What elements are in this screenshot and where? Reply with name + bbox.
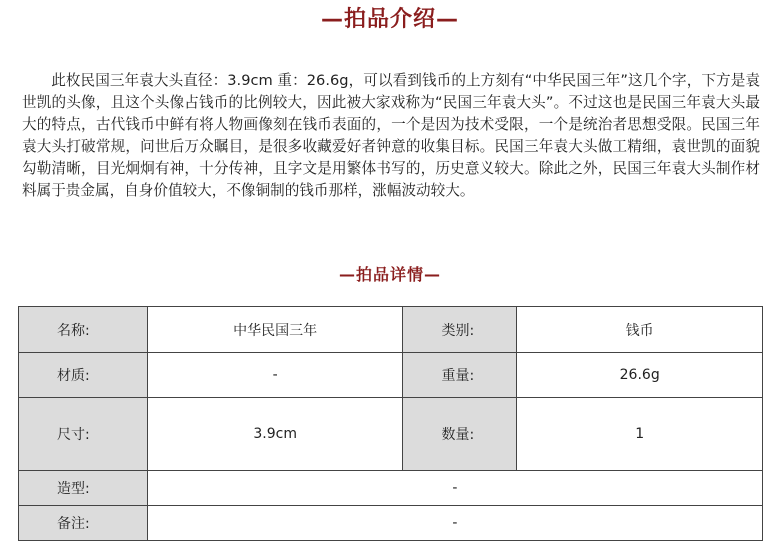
detail-section-title: —拍品详情—: [338, 265, 441, 284]
shape-value: -: [147, 471, 762, 506]
weight-value: 26.6g: [517, 353, 763, 398]
weight-label: 重量:: [403, 353, 517, 398]
table-row: [19, 506, 763, 541]
material-value: -: [147, 353, 403, 398]
table-row: [19, 353, 763, 398]
quantity-value: 1: [517, 398, 763, 471]
name-value: 中华民国三年: [147, 307, 403, 353]
remark-value: -: [147, 506, 762, 541]
shape-label: 造型:: [19, 471, 148, 506]
table-row: [19, 471, 763, 506]
detail-table: [18, 306, 763, 541]
category-label: 类别:: [403, 307, 517, 353]
table-row: [19, 307, 763, 353]
intro-paragraph: 此枚民国三年袁大头直径：3.9cm 重：26.6g，可以看到钱币的上方刻有“中华民国三年”这几个字，下方是袁世凯的头像，且这个头像占钱币的比例较大，因此被大家戏称为“民国三年袁大头”。不过这也是民国三年袁大头最大的特点，古代钱币中鲜有将人物画像刻在钱币表面的，一个是因为技术受限，一个是统治者思想受限。民国三年袁大头打破常规，问世后万众瞩目，是很多收藏爱好者钟意的收集目标。民国三年袁大头做工精细，袁世凯的面貌勾勒清晰，目光炯炯有神，十分传神，且字文是用繁体书写的，历史意义较大。除此之外，民国三年袁大头制作材料属于贵金属，自身价值较大，不像铜制的钱币那样，涨幅波动较大。: [22, 72, 760, 199]
intro-section-title: —拍品介绍—: [320, 7, 459, 32]
quantity-label: 数量:: [403, 398, 517, 471]
material-label: 材质:: [19, 353, 148, 398]
name-label: 名称:: [19, 307, 148, 353]
table-row: [19, 398, 763, 471]
size-value: 3.9cm: [147, 398, 403, 471]
category-value: 钱币: [517, 307, 763, 353]
size-label: 尺寸:: [19, 398, 148, 471]
remark-label: 备注:: [19, 506, 148, 541]
